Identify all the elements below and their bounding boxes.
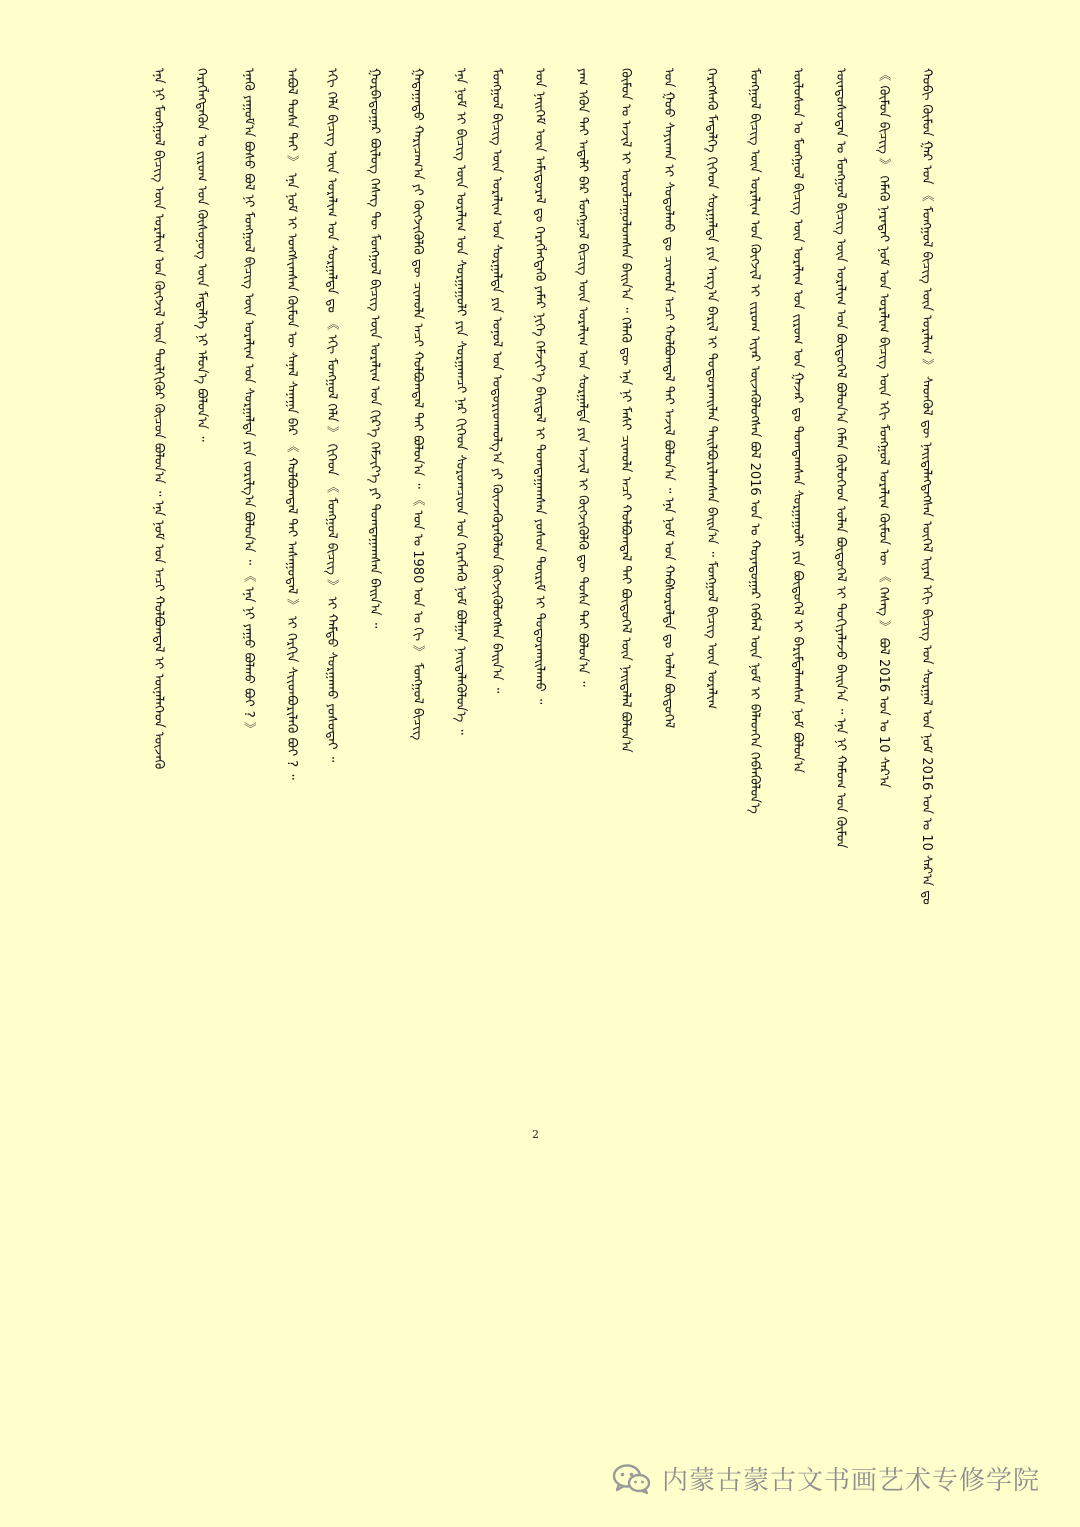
text-column: 《 ᠬᠦᠮᠦᠨ ᠪᠢᠴᠢᠭ 》 ᠬᠡᠮᠡᠬᠦ ᠨᠡᠷᠡᠲᠡᠢ ᠨᠣᠮ ᠤᠨ ᠤᠷᠠᠯᠢᠭ ᠪᠢᠴᠢᠭ ᠦᠨ ᠡᠬᠢ ᠮᠣᠩᠭᠣᠯ ᠤᠷᠠᠯᠢᠭ ᠬᠥᠮᠦᠨ ᠦ 《 ᠬᠡᠰᠡᠭ 》 ᠪᠣᠯ 2016 ᠣᠨ ᠤ 10 ᠰᠠᠷ᠎ᠠ	[876, 68, 891, 788]
text-column: ᠬᠡᠷᠡᠭᠰᠡᠬᠦ ᠮᠡᠳᠡᠯᠭᠡ ᠬᠢᠭᠡᠳ ᠰᠤᠷᠭᠠᠯᠲᠠ ᠶᠢᠨ ᠠᠷᠭ᠎ᠠ ᠪᠠᠷᠢᠯ ᠢ ᠲᠣᠳᠤᠷᠬᠠᠢᠯᠠᠨ ᠲᠠᠢᠯᠪᠤᠷᠢᠯᠠᠭᠰᠠᠨ ᠪᠠᠢᠨ᠎ᠠ ᠃ ᠮᠣᠩᠭᠣᠯ ᠪᠢᠴᠢᠭ ᠦᠨ ᠤᠷᠠᠯᠢᠭ	[704, 68, 719, 710]
text-column: ᠭᠠᠳᠠᠭᠠᠳᠤ ᠬᠠᠷᠢᠴᠠᠭ᠎ᠠ ᠶᠢ ᠬᠥᠭᠵᠢᠭᠦᠯᠬᠦ ᠳᠦ ᠴᠢᠬᠤᠯᠠ ᠠᠴᠢ ᠬᠣᠯᠪᠣᠭᠳᠠᠯ ᠲᠠᠢ ᠪᠣᠯᠤᠨ᠎ᠠ ᠃ 《 ᠣᠨ ᠤ 1980 ᠣᠨ ᠤ ᠬᠢ 》 ᠮᠣᠩᠭᠣᠯ ᠪᠢᠴᠢᠭ	[410, 68, 425, 741]
text-column: ᠶᠠᠭ ᠡᠭᠦᠨ ᠲᠡᠢ ᠠᠳᠠᠯᠢ ᠪᠠᠷ ᠮᠣᠩᠭᠣᠯ ᠪᠢᠴᠢᠭ ᠦᠨ ᠤᠷᠠᠯᠢᠭ ᠤᠨ ᠰᠤᠷᠭᠠᠯᠲᠠ ᠶᠢᠨ ᠠᠵᠢᠯ ᠢ ᠬᠥᠭᠵᠢᠭᠦᠯᠬᠦ ᠳᠦ ᠲᠤᠰᠠ ᠲᠠᠢ ᠪᠣᠯᠤᠨ᠎ᠠ ᠃	[575, 68, 590, 687]
text-column: ᠦᠯᠦᠰᠦᠨ ᠤ ᠮᠣᠩᠭᠣᠯ ᠪᠢᠴᠢᠭ ᠦᠨ ᠤᠷᠠᠯᠢᠭ ᠤᠨ ᠵᠢᠷᠤᠭ ᠤᠨ ᠭᠠᠵᠠᠷ ᠳᠤ ᠲᠣᠭᠲᠠᠭᠰᠠᠨ ᠰᠤᠷᠭᠠᠭᠤᠯᠢ ᠶᠢᠨ ᠪᠦᠲᠦᠭᠡᠯ ᠢ ᠪᠠᠷᠢᠮᠲᠠᠯᠠᠭᠰᠠᠨ ᠨᠣᠮ ᠪᠣᠯᠤᠨ᠎ᠠ	[790, 68, 805, 774]
text-column: ᠦᠨᠳᠦᠰᠦᠲᠡᠨ ᠤ ᠮᠣᠩᠭᠣᠯ ᠪᠢᠴᠢᠭ ᠦᠨ ᠤᠷᠠᠯᠢᠭ ᠤᠨ ᠪᠦᠲᠦᠭᠡᠯ ᠪᠣᠯᠤᠨ᠎ᠠ ᠬᠡᠮᠡᠨ ᠭᠦᠯᠦᠭᠡᠳ ᠣᠯᠠᠨ ᠪᠦᠲᠦᠭᠡᠯ ᠢ ᠲᠣᠭᠢᠶᠠᠯᠠᠵᠤ ᠪᠠᠢᠨ᠎ᠠ ᠃ ᠡᠨᠡ ᠨᠢ ᠬᠠᠮᠤᠭ ᠤᠨ ᠬᠦᠮᠦᠨ	[833, 68, 848, 849]
text-column: ᠡᠨᠡ ᠨᠢ ᠮᠣᠩᠭᠣᠯ ᠪᠢᠴᠢᠭ ᠦᠨ ᠤᠷᠠᠯᠢᠭ ᠤᠨ ᠬᠥᠭᠵᠢᠯ ᠦᠨ ᠲᠦᠯᠬᠢᠭᠦᠷ ᠬᠦᠴᠦᠨ ᠪᠣᠯᠤᠨ᠎ᠠ ᠃ ᠡᠨᠡ ᠨᠣᠮ ᠤᠨ ᠠᠴᠢ ᠬᠣᠯᠪᠣᠭᠳᠠᠯ ᠢ ᠦᠨᠡᠯᠡᠭᠡᠳ ᠦᠵᠡᠬᠦ	[151, 68, 166, 770]
page-number: 2	[532, 1128, 539, 1141]
text-column: ᠬᠡᠷᠡᠭᠯᠡᠭᠳᠡᠬᠦᠨ ᠤ ᠵᠢᠷᠤᠭ ᠤᠨ ᠬᠦᠰᠦᠨᠦᠭ ᠦᠨ ᠮᠡᠳᠡᠯᠭᠡ ᠨᠢ ᠡᠮᠦᠨ᠎ᠡ ᠪᠣᠯᠤᠨ᠎ᠠ ᠃	[194, 68, 209, 442]
text-column: ᠠᠪᠤᠯ ᠲᠤᠰᠠ ᠲᠠᠢ 》 ᠡᠨᠡ ᠨᠣᠮ ᠢ ᠤᠩᠰᠢᠭᠰᠠᠨ ᠬᠥᠮᠦᠨ ᠦ ᠰᠠᠨᠠᠯ ᠰᠠᠨᠠᠭᠠ ᠪᠠᠷ 《 ᠬᠣᠯᠪᠣᠭᠳᠠᠯ ᠲᠠᠢ ᠠᠰᠠᠭᠤᠳᠠᠯ 》 ᠢ ᠬᠡᠷᠬᠢᠨ ᠰᠢᠢᠳᠪᠦᠷᠢᠯᠡᠬᠦ ᠪᠤᠢ ? ᠃	[284, 68, 299, 780]
wechat-icon	[612, 1463, 652, 1495]
text-column: ᠡᠨᠡ ᠨᠣᠮ ᠢ ᠪᠢᠴᠢᠭ ᠦᠨ ᠤᠷᠠᠯᠢᠭ ᠤᠨ ᠰᠤᠷᠭᠠᠭᠤᠯᠢ ᠶᠢᠨ ᠰᠤᠷᠭᠠᠭᠴᠢ ᠨᠠᠷ ᠬᠢᠭᠡᠳ ᠰᠤᠷᠤᠭᠴᠢᠳ ᠤᠨ ᠬᠡᠷᠡᠭᠯᠡᠬᠦ ᠨᠣᠮ ᠪᠣᠯᠭᠠᠨ ᠨᠡᠢᠲᠡᠯᠡᠭᠦᠯᠦᠨ᠎ᠡ ᠃	[453, 68, 468, 735]
text-column: ᠬᠤᠪᠢ ᠬᠥᠮᠦᠨ ᠭᠠᠷ ᠤᠨ 《 ᠮᠣᠩᠭᠣᠯ ᠪᠢᠴᠢᠭ ᠦᠨ ᠤᠷᠠᠯᠢᠭ 》 ᠰᠡᠳᠬᠦᠯ ᠳᠦ ᠨᠡᠢᠲᠡᠯᠡᠭᠳᠡᠭᠰᠡᠨ ᠦᠭᠡᠯ ᠢᠶᠡᠨ ᠡᠬᠢ ᠪᠢᠴᠢᠭ ᠤᠨ ᠰᠤᠷᠭᠠᠯ ᠤᠨ ᠨᠣᠮ 2016 ᠣᠨ ᠤ 10 ᠰᠠᠷ᠎ᠠ ᠳᠤ	[919, 68, 934, 905]
text-column: ᠬᠥᠮᠦᠨ ᠤ ᠠᠵᠢᠯ ᠢ ᠣᠷᠣᠯᠴᠠᠭᠤᠯᠤᠭᠰᠠᠨ ᠪᠠᠢᠨ᠎ᠠ ᠃ ᠬᠡᠯᠡᠬᠦ ᠳᠦ ᠡᠨᠡ ᠨᠢ ᠮᠠᠰᠢ ᠴᠢᠬᠤᠯᠠ ᠠᠴᠢ ᠬᠣᠯᠪᠣᠭᠳᠠᠯ ᠲᠠᠢ ᠪᠦᠲᠦᠭᠡᠯ ᠦᠨ ᠨᠡᠢᠲᠡᠯᠡᠯ ᠪᠣᠯᠤᠨ᠎ᠠ	[618, 68, 633, 753]
text-column: ᠮᠣᠩᠭᠣᠯ ᠪᠢᠴᠢᠭ ᠦᠨ ᠤᠷᠠᠯᠢᠭ ᠤᠨ ᠬᠥᠭᠵᠢᠯ ᠢ ᠵᠢᠷᠤᠭ ᠢᠶᠠᠷ ᠦᠵᠡᠭᠦᠯᠦᠭᠰᠡᠨ ᠪᠣᠯ 2016 ᠣᠨ ᠤ ᠬᠣᠶᠠᠳᠤᠭᠠᠷ ᠬᠡᠪᠯᠡᠯ ᠦᠨ ᠨᠣᠮ ᠢ ᠪᠡᠯᠡᠳᠬᠡᠨ ᠬᠡᠪᠯᠡᠭᠦᠯᠦᠨ᠎ᠡ	[747, 68, 762, 814]
watermark-text: 内蒙古蒙古文书画艺术专修学院	[662, 1466, 1041, 1496]
text-column: ᠮᠣᠩᠭᠣᠯ ᠪᠢᠴᠢᠭ ᠦᠨ ᠤᠷᠠᠯᠢᠭ ᠤᠨ ᠰᠤᠷᠭᠠᠯᠲᠠ ᠶᠢᠨ ᠣᠨᠣᠯ ᠤᠨ ᠤᠳᠤᠷᠢᠳᠬᠤᠯᠭ᠎ᠠ ᠶᠢ ᠭᠦᠨᠵᠡᠭᠦᠷᠡᠭᠦᠯᠦᠨ ᠬᠥᠭᠵᠢᠭᠦᠯᠦᠭᠰᠡᠨ ᠪᠠᠢᠨ᠎ᠠ ᠃	[489, 68, 504, 694]
text-column: ᠭᠤᠷᠪᠠᠳᠤᠭᠠᠷ ᠪᠦᠯᠦᠭ ᠬᠡᠰᠡᠭ ᠲᠦ ᠮᠣᠩᠭᠣᠯ ᠪᠢᠴᠢᠭ ᠦᠨ ᠤᠷᠠᠯᠢᠭ ᠤᠨ ᠬᠢᠷ᠎ᠡ ᠬᠡᠮᠵᠢᠶ᠎ᠡ ᠶᠢ ᠲᠣᠭᠲᠠᠭᠠᠭᠰᠠᠨ ᠪᠠᠢᠨ᠎ᠠ ᠃	[367, 68, 382, 629]
watermark	[612, 1460, 1040, 1497]
text-column: ᠤᠨ ᠭᠣᠣ ᠰᠠᠶᠢᠬᠠᠨ ᠢ ᠰᠤᠳᠤᠯᠬᠤ ᠳᠤ ᠴᠢᠬᠤᠯᠠ ᠠᠴᠢ ᠬᠣᠯᠪᠣᠭᠳᠠᠯ ᠲᠠᠢ ᠠᠵᠢᠯ ᠪᠣᠯᠤᠨ᠎ᠠ ᠃ ᠡᠨᠡ ᠨᠣᠮ ᠤᠨ ᠬᠠᠪᠰᠤᠷᠤᠯᠲᠠ ᠳᠤ ᠣᠯᠠᠨ ᠪᠦᠲᠦᠭᠡᠯ	[661, 68, 676, 729]
text-column: ᠡᠨᠡᠬᠦ ᠶᠠᠭᠤᠮ᠎ᠠ ᠪᠤᠰᠤ ᠪᠣᠯ ᠨᠢ ᠮᠣᠩᠭᠣᠯ ᠪᠢᠴᠢᠭ ᠦᠨ ᠤᠷᠠᠯᠢᠭ ᠤᠨ ᠰᠤᠷᠭᠠᠯᠲᠠ ᠶᠢᠨ ᠵᠣᠷᠢᠯᠭ᠎ᠠ ᠪᠣᠯᠤᠨ᠎ᠠ ᠃ 《 ᠡᠨᠡ ᠨᠢ ᠶᠠᠭᠤ ᠪᠣᠯᠬᠤ ᠪᠤᠢ ? 》	[241, 68, 256, 736]
text-column: ᠡᠬᠢ ᠬᠡᠯᠡ ᠪᠢᠴᠢᠭ ᠦᠨ ᠤᠷᠠᠯᠢᠭ ᠤᠨ ᠰᠤᠷᠭᠠᠯᠲᠠ ᠳᠤ 《 ᠡᠬᠢ ᠮᠣᠩᠭᠣᠯ ᠬᠡᠯᠡ 》 ᠬᠢᠭᠡᠳ 《 ᠮᠣᠩᠭᠣᠯ ᠪᠢᠴᠢᠭ 》 ᠢ ᠬᠠᠮᠲᠤ ᠰᠤᠷᠭᠠᠬᠤ ᠶᠣᠰᠤᠲᠠᠢ ᠃	[324, 68, 339, 763]
text-column	[110, 68, 126, 1104]
text-column: ᠤᠨ ᠨᠡᠢᠭᠡᠮ ᠦᠨ ᠠᠮᠢᠳᠤᠷᠠᠯ ᠳᠤ ᠬᠡᠷᠡᠭᠯᠡᠭᠳᠡᠬᠦ ᠶᠠᠮᠠᠷ ᠨᠢᠭᠡ ᠬᠡᠮᠵᠢᠶ᠎ᠡ ᠪᠠᠢᠳᠠᠯ ᠢ ᠲᠣᠭᠲᠠᠭᠠᠭᠰᠠᠨ ᠶᠣᠰᠤᠨ ᠳᠦᠷᠢᠮ ᠢ ᠲᠣᠳᠤᠷᠬᠠᠢᠯᠠᠬᠤ ᠃	[532, 68, 547, 705]
